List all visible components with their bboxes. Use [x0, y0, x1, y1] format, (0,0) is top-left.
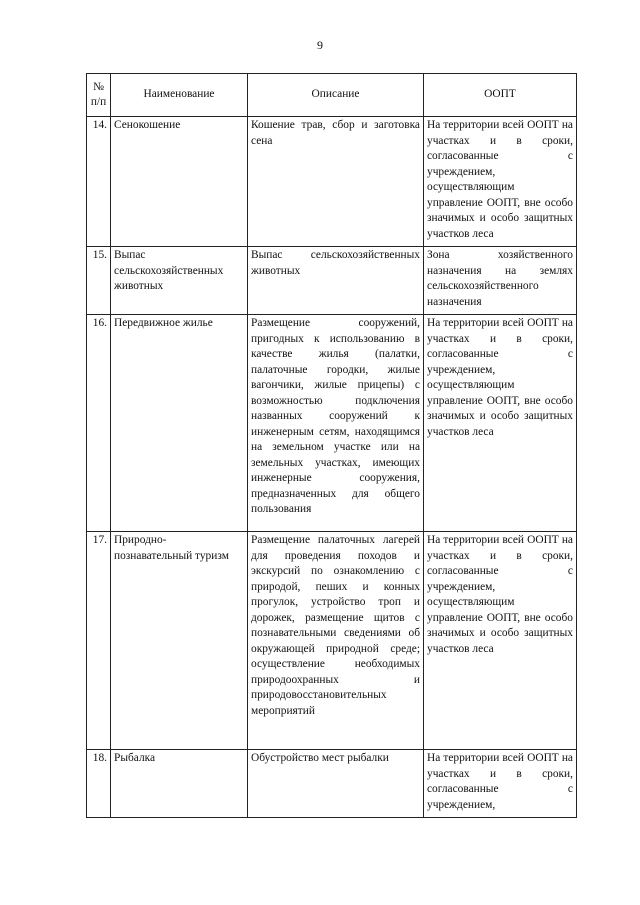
- header-description: Описание: [248, 74, 424, 117]
- row-name: Природно-познавательный туризм: [111, 532, 248, 750]
- row-description: Размещение сооружений, пригодных к использованию в качестве жилья (палатки, палаточные городки, жилые вагончики, жилые прицепы) с возможностью подключения названных сооружений к инженерным сетям, находящимся на земельном участке или на земельных участках, имеющих инженерные сооружения, предназначенных для общего пользования: [248, 315, 424, 532]
- row-oopt: На территории всей ООПТ на участках и в сроки, согласованные с учреждением, осуществляющим управление ООПТ, вне особо значимых и особо защитных участков леса: [424, 117, 577, 247]
- table-row: [87, 750, 577, 818]
- table-row: [87, 247, 577, 315]
- row-oopt: Зона хозяйственного назначения на землях сельскохозяйственного назначения: [424, 247, 577, 315]
- row-oopt: На территории всей ООПТ на участках и в сроки, согласованные с учреждением, осуществляющим управление ООПТ, вне особо значимых и особо защитных участков леса: [424, 315, 577, 532]
- row-description: Кошение трав, сбор и заготовка сена: [248, 117, 424, 247]
- table-header-row: [87, 74, 577, 117]
- header-num: № п/п: [87, 74, 111, 117]
- table-row: [87, 117, 577, 247]
- table-row: [87, 532, 577, 750]
- row-oopt: На территории всей ООПТ на участках и в сроки, согласованные с учреждением,: [424, 750, 577, 818]
- row-name: Передвижное жилье: [111, 315, 248, 532]
- row-num: 16.: [87, 315, 111, 532]
- row-num: 15.: [87, 247, 111, 315]
- row-num: 14.: [87, 117, 111, 247]
- row-description: Размещение палаточных лагерей для проведения походов и экскурсий по ознакомлению с природой, пеших и конных прогулок, устройство троп и дорожек, размещение щитов с познавательными сведениями об окружающей природной среде; осуществление необходимых природоохранных и природовосстановительных мероприятий: [248, 532, 424, 750]
- row-oopt: На территории всей ООПТ на участках и в сроки, согласованные с учреждением, осуществляющим управление ООПТ, вне особо значимых и особо защитных участков леса: [424, 532, 577, 750]
- row-description: Выпас сельскохозяйственных животных: [248, 247, 424, 315]
- row-name: Выпас сельскохозяйственных животных: [111, 247, 248, 315]
- row-name: Рыбалка: [111, 750, 248, 818]
- page-number: 9: [317, 38, 323, 52]
- activities-table: [86, 73, 577, 818]
- row-name: Сенокошение: [111, 117, 248, 247]
- table-row: [87, 315, 577, 532]
- row-num: 17.: [87, 532, 111, 750]
- row-description: Обустройство мест рыбалки: [248, 750, 424, 818]
- row-num: 18.: [87, 750, 111, 818]
- header-name: Наименование: [111, 74, 248, 117]
- header-oopt: ООПТ: [424, 74, 577, 117]
